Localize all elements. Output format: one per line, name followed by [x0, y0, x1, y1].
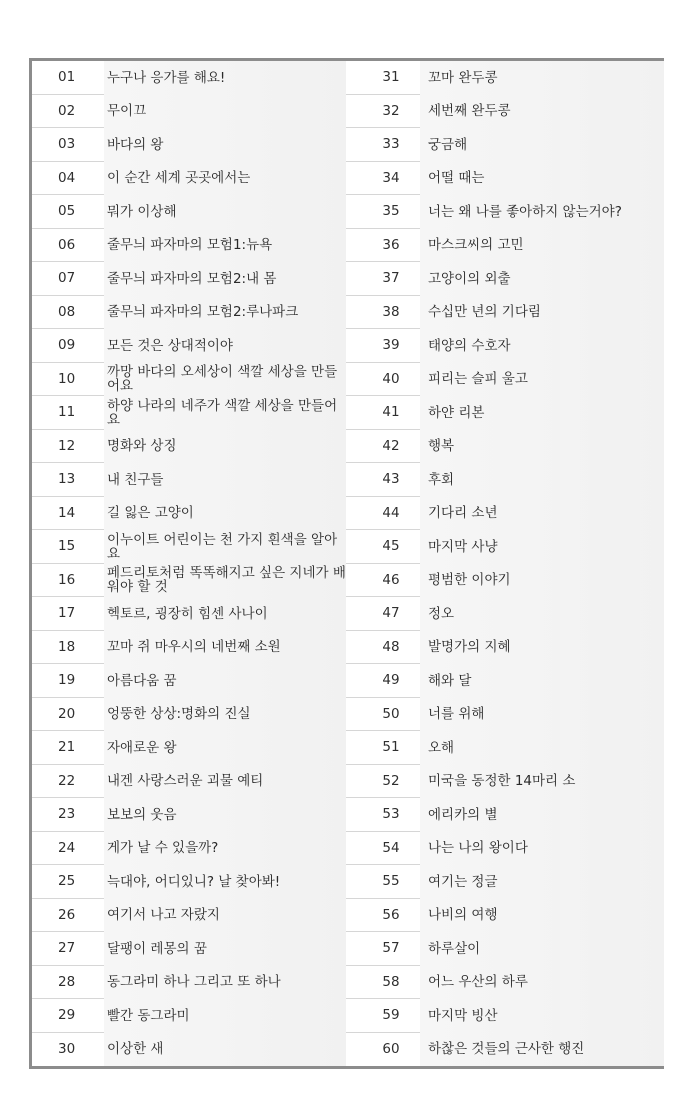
- item-number: 48: [382, 638, 400, 655]
- book-title: [104, 731, 346, 765]
- item-number: 45: [382, 538, 400, 554]
- table-row: [350, 396, 664, 430]
- book-title-text: 줄무늬 파자마의 모험1:뉴욕: [107, 237, 273, 254]
- book-title: [104, 899, 346, 933]
- book-title: [104, 61, 346, 95]
- book-title-text: 빨간 동그라미: [107, 1007, 190, 1024]
- item-number: 14: [58, 504, 76, 521]
- item-number: 04: [58, 169, 76, 186]
- book-title-text: 하얀 리본: [428, 404, 485, 421]
- item-number: 08: [58, 303, 76, 320]
- item-number: 22: [58, 772, 76, 789]
- book-title-text: 명화와 상징: [107, 438, 177, 455]
- item-number: 09: [58, 337, 76, 353]
- item-number: 03: [58, 136, 76, 152]
- book-title: [104, 329, 346, 363]
- book-title-text: 모든 것은 상대적이야: [107, 337, 233, 354]
- book-title: [420, 296, 664, 330]
- table-row: [32, 564, 350, 598]
- book-title-text: 자애로운 왕: [107, 739, 177, 756]
- table-row: [32, 832, 350, 866]
- table-row: [350, 698, 664, 732]
- book-title: [104, 932, 346, 966]
- book-title-text: 이상한 새: [107, 1041, 164, 1058]
- item-number: 29: [58, 1007, 76, 1023]
- book-title-text: 까망 바다의 오세상이 색깔 세상을 만들어요: [107, 364, 338, 395]
- table-row: [32, 1033, 350, 1067]
- book-title-text: 이 순간 세계 곳곳에서는: [107, 170, 251, 187]
- book-title-text: 줄무늬 파자마의 모험2:내 몸: [107, 270, 277, 287]
- table-row: [32, 899, 350, 933]
- book-title: [420, 865, 664, 899]
- book-title-text: 궁금해: [428, 136, 468, 153]
- book-title-text: 꼬마 완두콩: [428, 69, 498, 86]
- table-row: [350, 363, 664, 397]
- table-row: [32, 61, 350, 95]
- item-number: 43: [382, 471, 400, 487]
- item-number: 26: [58, 906, 76, 923]
- item-number: 27: [58, 940, 76, 956]
- book-title-text: 어느 우산의 하루: [428, 974, 528, 991]
- book-title: [104, 363, 346, 397]
- table-row: [32, 229, 350, 263]
- book-title: [104, 1033, 346, 1067]
- book-title: [104, 229, 346, 263]
- book-title-text: 바다의 왕: [107, 136, 164, 153]
- table-row: [32, 296, 350, 330]
- table-row: [350, 530, 664, 564]
- book-title-text: 여기서 나고 자랐지: [107, 907, 220, 924]
- table-row: [350, 966, 664, 1000]
- table-row: [350, 597, 664, 631]
- book-title: [104, 597, 346, 631]
- table-row: [350, 631, 664, 665]
- table-row: [350, 798, 664, 832]
- table-row: [350, 128, 664, 162]
- book-title-text: 게가 날 수 있을까?: [107, 840, 219, 857]
- table-row: [32, 999, 350, 1033]
- book-title: [420, 95, 664, 129]
- table-row: [32, 865, 350, 899]
- book-title-text: 행복: [428, 438, 455, 455]
- book-title-text: 누구나 응가를 해요!: [107, 69, 226, 86]
- table-row: [32, 463, 350, 497]
- book-title: [420, 631, 664, 665]
- book-title: [104, 631, 346, 665]
- table-row: [350, 731, 664, 765]
- book-title-text: 하루살이: [428, 940, 481, 957]
- book-title: [104, 999, 346, 1033]
- item-number: 06: [58, 236, 76, 253]
- book-title: [420, 463, 664, 497]
- book-title-text: 평범한 이야기: [428, 572, 511, 589]
- table-row: [32, 664, 350, 698]
- table-row: [32, 95, 350, 129]
- table-row: [32, 932, 350, 966]
- book-title: [104, 564, 346, 598]
- table-row: [350, 329, 664, 363]
- book-title-text: 세번째 완두콩: [428, 103, 511, 120]
- book-title: [104, 296, 346, 330]
- table-row: [32, 765, 350, 799]
- book-title-text: 피리는 슬피 울고: [428, 371, 528, 388]
- table-row: [32, 363, 350, 397]
- book-title-text: 무이끄: [107, 103, 147, 120]
- book-title: [420, 932, 664, 966]
- item-number: 07: [58, 270, 76, 286]
- item-number: 56: [382, 906, 400, 923]
- item-number: 13: [58, 471, 76, 487]
- table-row: [350, 1033, 664, 1067]
- book-title-text: 너는 왜 나를 좋아하지 않는거야?: [428, 203, 622, 220]
- table-row: [32, 698, 350, 732]
- item-number: 40: [382, 370, 400, 387]
- item-number: 44: [382, 504, 400, 521]
- item-number: 19: [58, 672, 76, 688]
- table-row: [350, 95, 664, 129]
- book-title-text: 정오: [428, 605, 455, 622]
- book-title: [420, 564, 664, 598]
- table-row: [32, 162, 350, 196]
- book-title: [420, 1033, 664, 1067]
- book-title-text: 헥토르, 굉장히 힘센 사나이: [107, 605, 268, 622]
- book-title: [104, 865, 346, 899]
- book-title: [420, 262, 664, 296]
- book-title-text: 뭐가 이상해: [107, 203, 177, 220]
- book-title: [104, 765, 346, 799]
- book-title: [104, 396, 346, 430]
- item-number: 01: [58, 69, 76, 85]
- item-number: 54: [382, 839, 400, 856]
- book-title-text: 기다리 소년: [428, 505, 498, 522]
- book-title: [104, 262, 346, 296]
- table-row: [32, 497, 350, 531]
- item-number: 47: [382, 605, 400, 621]
- book-title-text: 마지막 빙산: [428, 1007, 498, 1024]
- book-list-table: [29, 58, 664, 1069]
- item-number: 57: [382, 940, 400, 956]
- book-title: [420, 195, 664, 229]
- book-title-text: 후회: [428, 471, 455, 488]
- table-row: [32, 329, 350, 363]
- book-title: [104, 798, 346, 832]
- book-title-text: 여기는 정글: [428, 873, 498, 890]
- item-number: 31: [382, 69, 400, 85]
- table-row: [350, 999, 664, 1033]
- table-row: [350, 463, 664, 497]
- item-number: 33: [382, 136, 400, 152]
- item-number: 36: [382, 236, 400, 253]
- book-title: [104, 832, 346, 866]
- book-title: [420, 530, 664, 564]
- book-title: [104, 530, 346, 564]
- item-number: 28: [58, 973, 76, 990]
- book-title-text: 이누이트 어린이는 천 가지 흰색을 알아요: [107, 531, 338, 562]
- book-title: [104, 463, 346, 497]
- table-row: [32, 396, 350, 430]
- item-number: 18: [58, 638, 76, 655]
- book-title: [420, 999, 664, 1033]
- book-title: [420, 731, 664, 765]
- table-row: [350, 61, 664, 95]
- book-title: [420, 430, 664, 464]
- book-title-text: 달팽이 레몽의 꿈: [107, 940, 207, 957]
- book-title-text: 동그라미 하나 그리고 또 하나: [107, 974, 281, 991]
- table-row: [350, 765, 664, 799]
- book-title-text: 에리카의 별: [428, 806, 498, 823]
- item-number: 34: [382, 169, 400, 186]
- item-number: 39: [382, 337, 400, 353]
- table-row: [350, 932, 664, 966]
- table-row: [32, 430, 350, 464]
- table-row: [350, 865, 664, 899]
- table-row: [350, 497, 664, 531]
- book-title: [104, 128, 346, 162]
- item-number: 17: [58, 605, 76, 621]
- item-number: 50: [382, 705, 400, 722]
- item-number: 42: [382, 437, 400, 454]
- item-number: 12: [58, 437, 76, 454]
- book-title-text: 수십만 년의 기다림: [428, 304, 541, 321]
- book-title-text: 나는 나의 왕이다: [428, 840, 528, 857]
- book-title: [420, 128, 664, 162]
- item-number: 53: [382, 806, 400, 822]
- book-title: [104, 966, 346, 1000]
- table-row: [350, 832, 664, 866]
- book-title-text: 오해: [428, 739, 455, 756]
- book-title-text: 내겐 사랑스러운 괴물 예티: [107, 773, 264, 790]
- book-title-text: 발명가의 지혜: [428, 639, 511, 656]
- item-number: 58: [382, 973, 400, 990]
- item-number: 37: [382, 270, 400, 286]
- table-row: [32, 195, 350, 229]
- table-row: [350, 664, 664, 698]
- book-title: [420, 798, 664, 832]
- book-title: [104, 162, 346, 196]
- item-number: 55: [382, 873, 400, 889]
- book-title: [420, 61, 664, 95]
- book-title: [420, 162, 664, 196]
- book-title: [420, 765, 664, 799]
- item-number: 23: [58, 806, 76, 822]
- table-row: [32, 530, 350, 564]
- table-row: [350, 296, 664, 330]
- book-title-text: 줄무늬 파자마의 모험2:루나파크: [107, 304, 299, 321]
- table-row: [32, 731, 350, 765]
- book-title: [104, 195, 346, 229]
- book-title: [420, 597, 664, 631]
- item-number: 24: [58, 839, 76, 856]
- book-title-text: 하양 나라의 네주가 색깔 세상을 만들어요: [107, 397, 338, 428]
- book-title-text: 늑대야, 어디있니? 날 찾아봐!: [107, 873, 281, 890]
- item-number: 59: [382, 1007, 400, 1023]
- book-title-text: 길 잃은 고양이: [107, 505, 194, 522]
- table-row: [350, 430, 664, 464]
- book-title: [104, 430, 346, 464]
- item-number: 02: [58, 102, 76, 119]
- item-number: 49: [382, 672, 400, 688]
- book-title: [420, 966, 664, 1000]
- book-title-text: 아름다움 꿈: [107, 672, 177, 689]
- book-title-text: 페드리토처럼 똑똑해지고 싶은 지네가 배워야 할 것: [107, 565, 346, 596]
- table-row: [32, 262, 350, 296]
- item-number: 15: [58, 538, 76, 554]
- item-number: 30: [58, 1040, 76, 1057]
- item-number: 16: [58, 571, 76, 588]
- book-title: [420, 229, 664, 263]
- book-title: [420, 329, 664, 363]
- book-title: [104, 698, 346, 732]
- book-title-text: 보보의 웃음: [107, 806, 177, 823]
- book-title-text: 내 친구들: [107, 471, 164, 488]
- book-title-text: 마지막 사냥: [428, 538, 498, 555]
- book-title-text: 엉뚱한 상상:명화의 진실: [107, 706, 251, 723]
- table-row: [32, 128, 350, 162]
- item-number: 20: [58, 705, 76, 722]
- item-number: 38: [382, 303, 400, 320]
- table-row: [350, 162, 664, 196]
- item-number: 46: [382, 571, 400, 588]
- book-title: [104, 95, 346, 129]
- item-number: 11: [58, 404, 76, 420]
- item-number: 41: [382, 404, 400, 420]
- book-title: [104, 497, 346, 531]
- book-title: [420, 899, 664, 933]
- table-row: [350, 195, 664, 229]
- item-number: 51: [382, 739, 400, 755]
- table-row: [32, 966, 350, 1000]
- book-title: [420, 363, 664, 397]
- item-number: 10: [58, 370, 76, 387]
- table-row: [32, 798, 350, 832]
- item-number: 21: [58, 739, 76, 755]
- table-row: [350, 229, 664, 263]
- item-number: 32: [382, 102, 400, 119]
- item-number: 52: [382, 772, 400, 789]
- table-row: [32, 597, 350, 631]
- item-number: 60: [382, 1040, 400, 1057]
- book-title-text: 너를 위해: [428, 706, 485, 723]
- table-row: [350, 262, 664, 296]
- table-row: [350, 564, 664, 598]
- table-row: [32, 631, 350, 665]
- book-title-text: 마스크씨의 고민: [428, 237, 524, 254]
- book-title: [420, 664, 664, 698]
- book-title: [420, 698, 664, 732]
- book-title-text: 미국을 동정한 14마리 소: [428, 773, 576, 790]
- item-number: 35: [382, 203, 400, 219]
- book-title: [420, 832, 664, 866]
- book-title: [420, 497, 664, 531]
- right-column: [350, 61, 664, 1066]
- left-column: [32, 61, 350, 1066]
- item-number: 05: [58, 203, 76, 219]
- item-number: 25: [58, 873, 76, 889]
- book-title-text: 어떨 때는: [428, 170, 485, 187]
- book-title: [420, 396, 664, 430]
- book-title-text: 고양이의 외출: [428, 270, 511, 287]
- book-title-text: 하찮은 것들의 근사한 행진: [428, 1041, 585, 1058]
- book-title: [104, 664, 346, 698]
- book-title-text: 태양의 수호자: [428, 337, 511, 354]
- book-title-text: 꼬마 쥐 마우시의 네번째 소원: [107, 639, 281, 656]
- book-title-text: 해와 달: [428, 672, 472, 689]
- table-row: [350, 899, 664, 933]
- book-title-text: 나비의 여행: [428, 907, 498, 924]
